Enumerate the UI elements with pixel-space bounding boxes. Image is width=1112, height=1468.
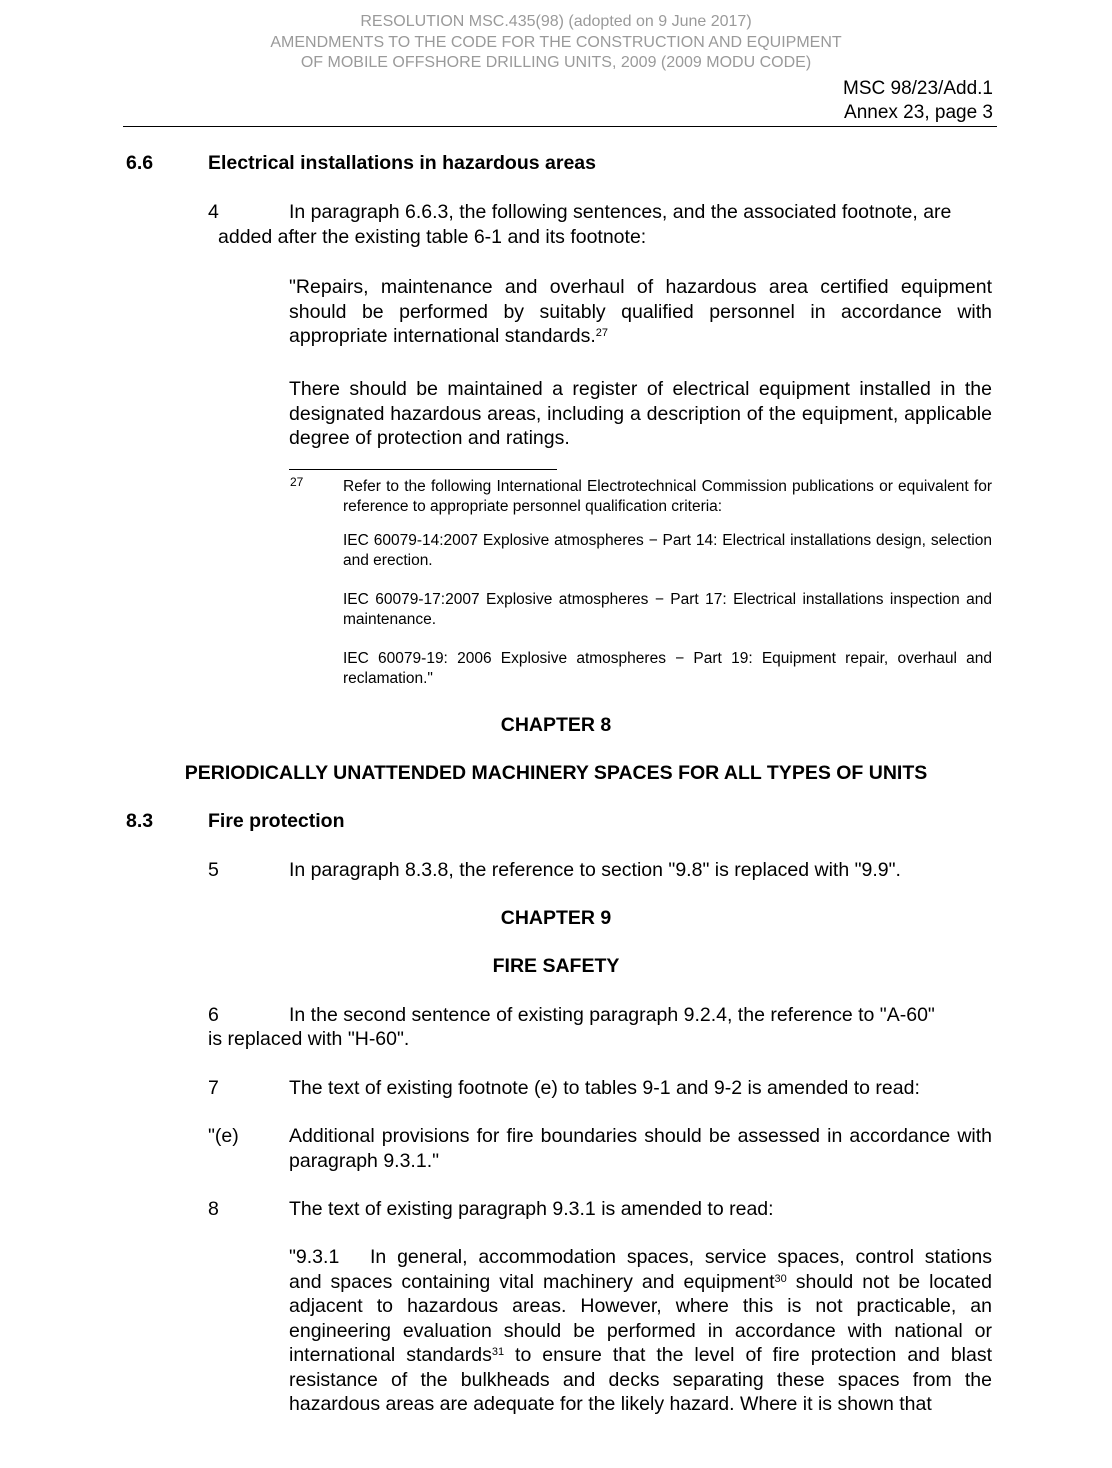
footnote-marker: 31 xyxy=(491,1346,505,1358)
paragraph-number: 8 xyxy=(208,1198,219,1220)
footnote-item-label: "(e) xyxy=(208,1125,239,1147)
section-title: Electrical installations in hazardous areas xyxy=(208,152,596,174)
paragraph-text: The text of existing footnote (e) to tables 9-1 and 9-2 is amended to read: xyxy=(289,1077,920,1099)
footnote-item-text: Additional provisions for fire boundaries should be assessed in accordance with paragraph 9.3.1." xyxy=(289,1125,992,1172)
paragraph-text: In the second sentence of existing paragraph 9.2.4, the reference to "A-60" xyxy=(289,1004,935,1026)
footnote-reference: IEC 60079-17:2007 Explosive atmospheres − Part 17: Electrical installations inspection and maintenance. xyxy=(343,591,992,628)
header-resolution-line: RESOLUTION MSC.435(98) (adopted on 9 June 2017) xyxy=(360,13,752,30)
paragraph-number: 6 xyxy=(208,1004,219,1026)
quoted-paragraph-2: There should be maintained a register of electrical equipment installed in the designated hazardous areas, including a description of the equipment, applicable degree of protection and ratings. xyxy=(289,378,992,449)
footnote-number: 27 xyxy=(290,475,304,489)
quoted-text: should not be located adjacent to hazardous areas. However, where this is not practicable, an engineering evaluation should be performed in accordance with national or international standards xyxy=(289,1270,992,1366)
footnote-text: Refer to the following International Electrotechnical Commission publications or equivalent for reference to appropriate personnel qualification criteria: xyxy=(343,478,992,515)
paragraph-text-continued: added after the existing table 6-1 and its footnote: xyxy=(218,226,647,248)
quoted-text: to ensure that the level of fire protection and blast resistance of the bulkheads and decks separating these spaces from the hazardous areas are adequate for the likely hazard. Where it is shown that xyxy=(289,1344,993,1415)
footnote-marker: 27 xyxy=(595,327,609,339)
chapter-title: PERIODICALLY UNATTENDED MACHINERY SPACES FOR ALL TYPES OF UNITS xyxy=(184,762,928,784)
section-number: 8.3 xyxy=(126,810,154,832)
chapter-label: CHAPTER 8 xyxy=(500,714,612,736)
paragraph-number: 7 xyxy=(208,1077,219,1099)
chapter-label: CHAPTER 9 xyxy=(500,907,612,929)
page-reference: Annex 23, page 3 xyxy=(844,102,993,123)
footnote-reference: IEC 60079-19: 2006 Explosive atmospheres − Part 19: Equipment repair, overhaul and reclamation." xyxy=(343,650,992,687)
section-title: Fire protection xyxy=(208,810,345,832)
quoted-paragraph xyxy=(289,1245,992,1417)
paragraph-text: In paragraph 6.6.3, the following sentences, and the associated footnote, are xyxy=(289,201,952,223)
paragraph-number: 4 xyxy=(208,201,219,223)
header-title-line2: OF MOBILE OFFSHORE DRILLING UNITS, 2009 (2009 MODU CODE) xyxy=(300,54,812,71)
quoted-text: "Repairs, maintenance and overhaul of hazardous area certified equipment should be performed by suitably qualified personnel in accordance with appropriate international standards. xyxy=(289,276,992,347)
paragraph-text-continued: is replaced with "H-60". xyxy=(208,1028,410,1050)
quoted-paragraph xyxy=(289,275,992,349)
footnote-marker: 30 xyxy=(774,1272,787,1285)
footnote-reference: IEC 60079-14:2007 Explosive atmospheres − Part 14: Electrical installations design, selection and erection. xyxy=(343,532,992,569)
chapter-title: FIRE SAFETY xyxy=(492,955,620,977)
header-rule xyxy=(123,126,997,127)
footnote-separator xyxy=(289,469,557,470)
quoted-text: In general, accommodation spaces, service spaces, control stations and spaces containing vital machinery and equipment xyxy=(289,1246,992,1293)
doc-reference: MSC 98/23/Add.1 xyxy=(843,78,993,99)
section-number: 6.6 xyxy=(126,152,154,174)
paragraph-text: The text of existing paragraph 9.3.1 is amended to read: xyxy=(289,1198,774,1220)
paragraph-number: 5 xyxy=(208,859,219,881)
header-title-line1: AMENDMENTS TO THE CODE FOR THE CONSTRUCTION AND EQUIPMENT xyxy=(270,34,842,51)
paragraph-text: In paragraph 8.3.8, the reference to section "9.8" is replaced with "9.9". xyxy=(289,859,901,881)
quoted-paragraph-number: "9.3.1 xyxy=(289,1246,340,1268)
